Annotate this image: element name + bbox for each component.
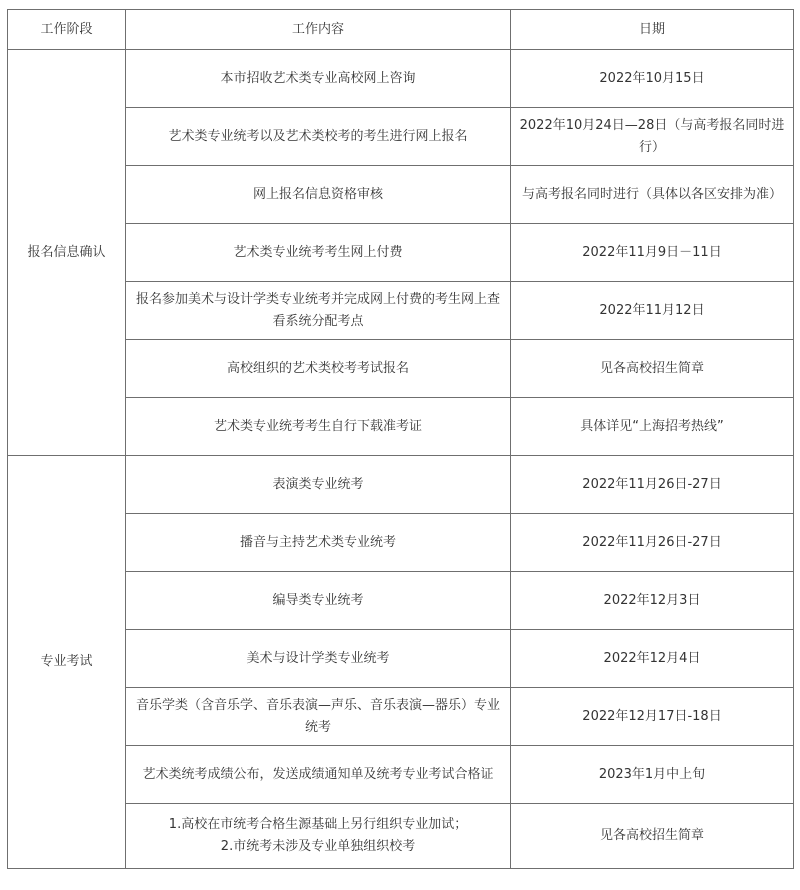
date-cell: 见各高校招生简章 xyxy=(511,804,794,869)
header-content: 工作内容 xyxy=(126,10,511,50)
content-cell: 网上报名信息资格审核 xyxy=(126,166,511,224)
header-stage: 工作阶段 xyxy=(8,10,126,50)
content-cell: 1.高校在市统考合格生源基础上另行组织专业加试； 2.市统考未涉及专业单独组织校考 xyxy=(126,804,511,869)
date-cell: 2022年10月15日 xyxy=(511,50,794,108)
table-row xyxy=(8,746,794,804)
content-cell: 编导类专业统考 xyxy=(126,572,511,630)
table-row xyxy=(8,456,794,514)
date-cell: 2022年11月26日-27日 xyxy=(511,514,794,572)
content-cell: 表演类专业统考 xyxy=(126,456,511,514)
table-row xyxy=(8,282,794,340)
schedule-table xyxy=(7,9,794,869)
date-cell: 2022年12月4日 xyxy=(511,630,794,688)
date-cell: 2022年12月17日-18日 xyxy=(511,688,794,746)
table-row xyxy=(8,572,794,630)
table-row xyxy=(8,688,794,746)
date-cell: 与高考报名同时进行（具体以各区安排为准） xyxy=(511,166,794,224)
stage-cell: 专业考试 xyxy=(8,456,126,869)
date-cell: 2022年11月12日 xyxy=(511,282,794,340)
content-cell: 报名参加美术与设计学类专业统考并完成网上付费的考生网上查看系统分配考点 xyxy=(126,282,511,340)
content-cell: 播音与主持艺术类专业统考 xyxy=(126,514,511,572)
date-cell: 2022年11月26日-27日 xyxy=(511,456,794,514)
table-row xyxy=(8,166,794,224)
stage-cell: 报名信息确认 xyxy=(8,50,126,456)
content-cell: 美术与设计学类专业统考 xyxy=(126,630,511,688)
content-cell: 音乐学类（含音乐学、音乐表演—声乐、音乐表演—器乐）专业统考 xyxy=(126,688,511,746)
date-cell: 2022年11月9日－11日 xyxy=(511,224,794,282)
date-cell: 2022年10月24日—28日（与高考报名同时进行） xyxy=(511,108,794,166)
table-row xyxy=(8,804,794,869)
content-cell: 艺术类专业统考以及艺术类校考的考生进行网上报名 xyxy=(126,108,511,166)
header-date: 日期 xyxy=(511,10,794,50)
table-row xyxy=(8,340,794,398)
table-row xyxy=(8,224,794,282)
content-cell: 高校组织的艺术类校考考试报名 xyxy=(126,340,511,398)
table-row xyxy=(8,398,794,456)
date-cell: 2023年1月中上旬 xyxy=(511,746,794,804)
table-row xyxy=(8,630,794,688)
date-cell: 具体详见“上海招考热线” xyxy=(511,398,794,456)
table-row xyxy=(8,514,794,572)
date-cell: 见各高校招生简章 xyxy=(511,340,794,398)
table-row xyxy=(8,50,794,108)
content-cell: 本市招收艺术类专业高校网上咨询 xyxy=(126,50,511,108)
content-cell: 艺术类统考成绩公布，发送成绩通知单及统考专业考试合格证 xyxy=(126,746,511,804)
content-cell: 艺术类专业统考考生网上付费 xyxy=(126,224,511,282)
content-cell: 艺术类专业统考考生自行下载准考证 xyxy=(126,398,511,456)
table-row xyxy=(8,108,794,166)
date-cell: 2022年12月3日 xyxy=(511,572,794,630)
header-row xyxy=(8,10,794,50)
